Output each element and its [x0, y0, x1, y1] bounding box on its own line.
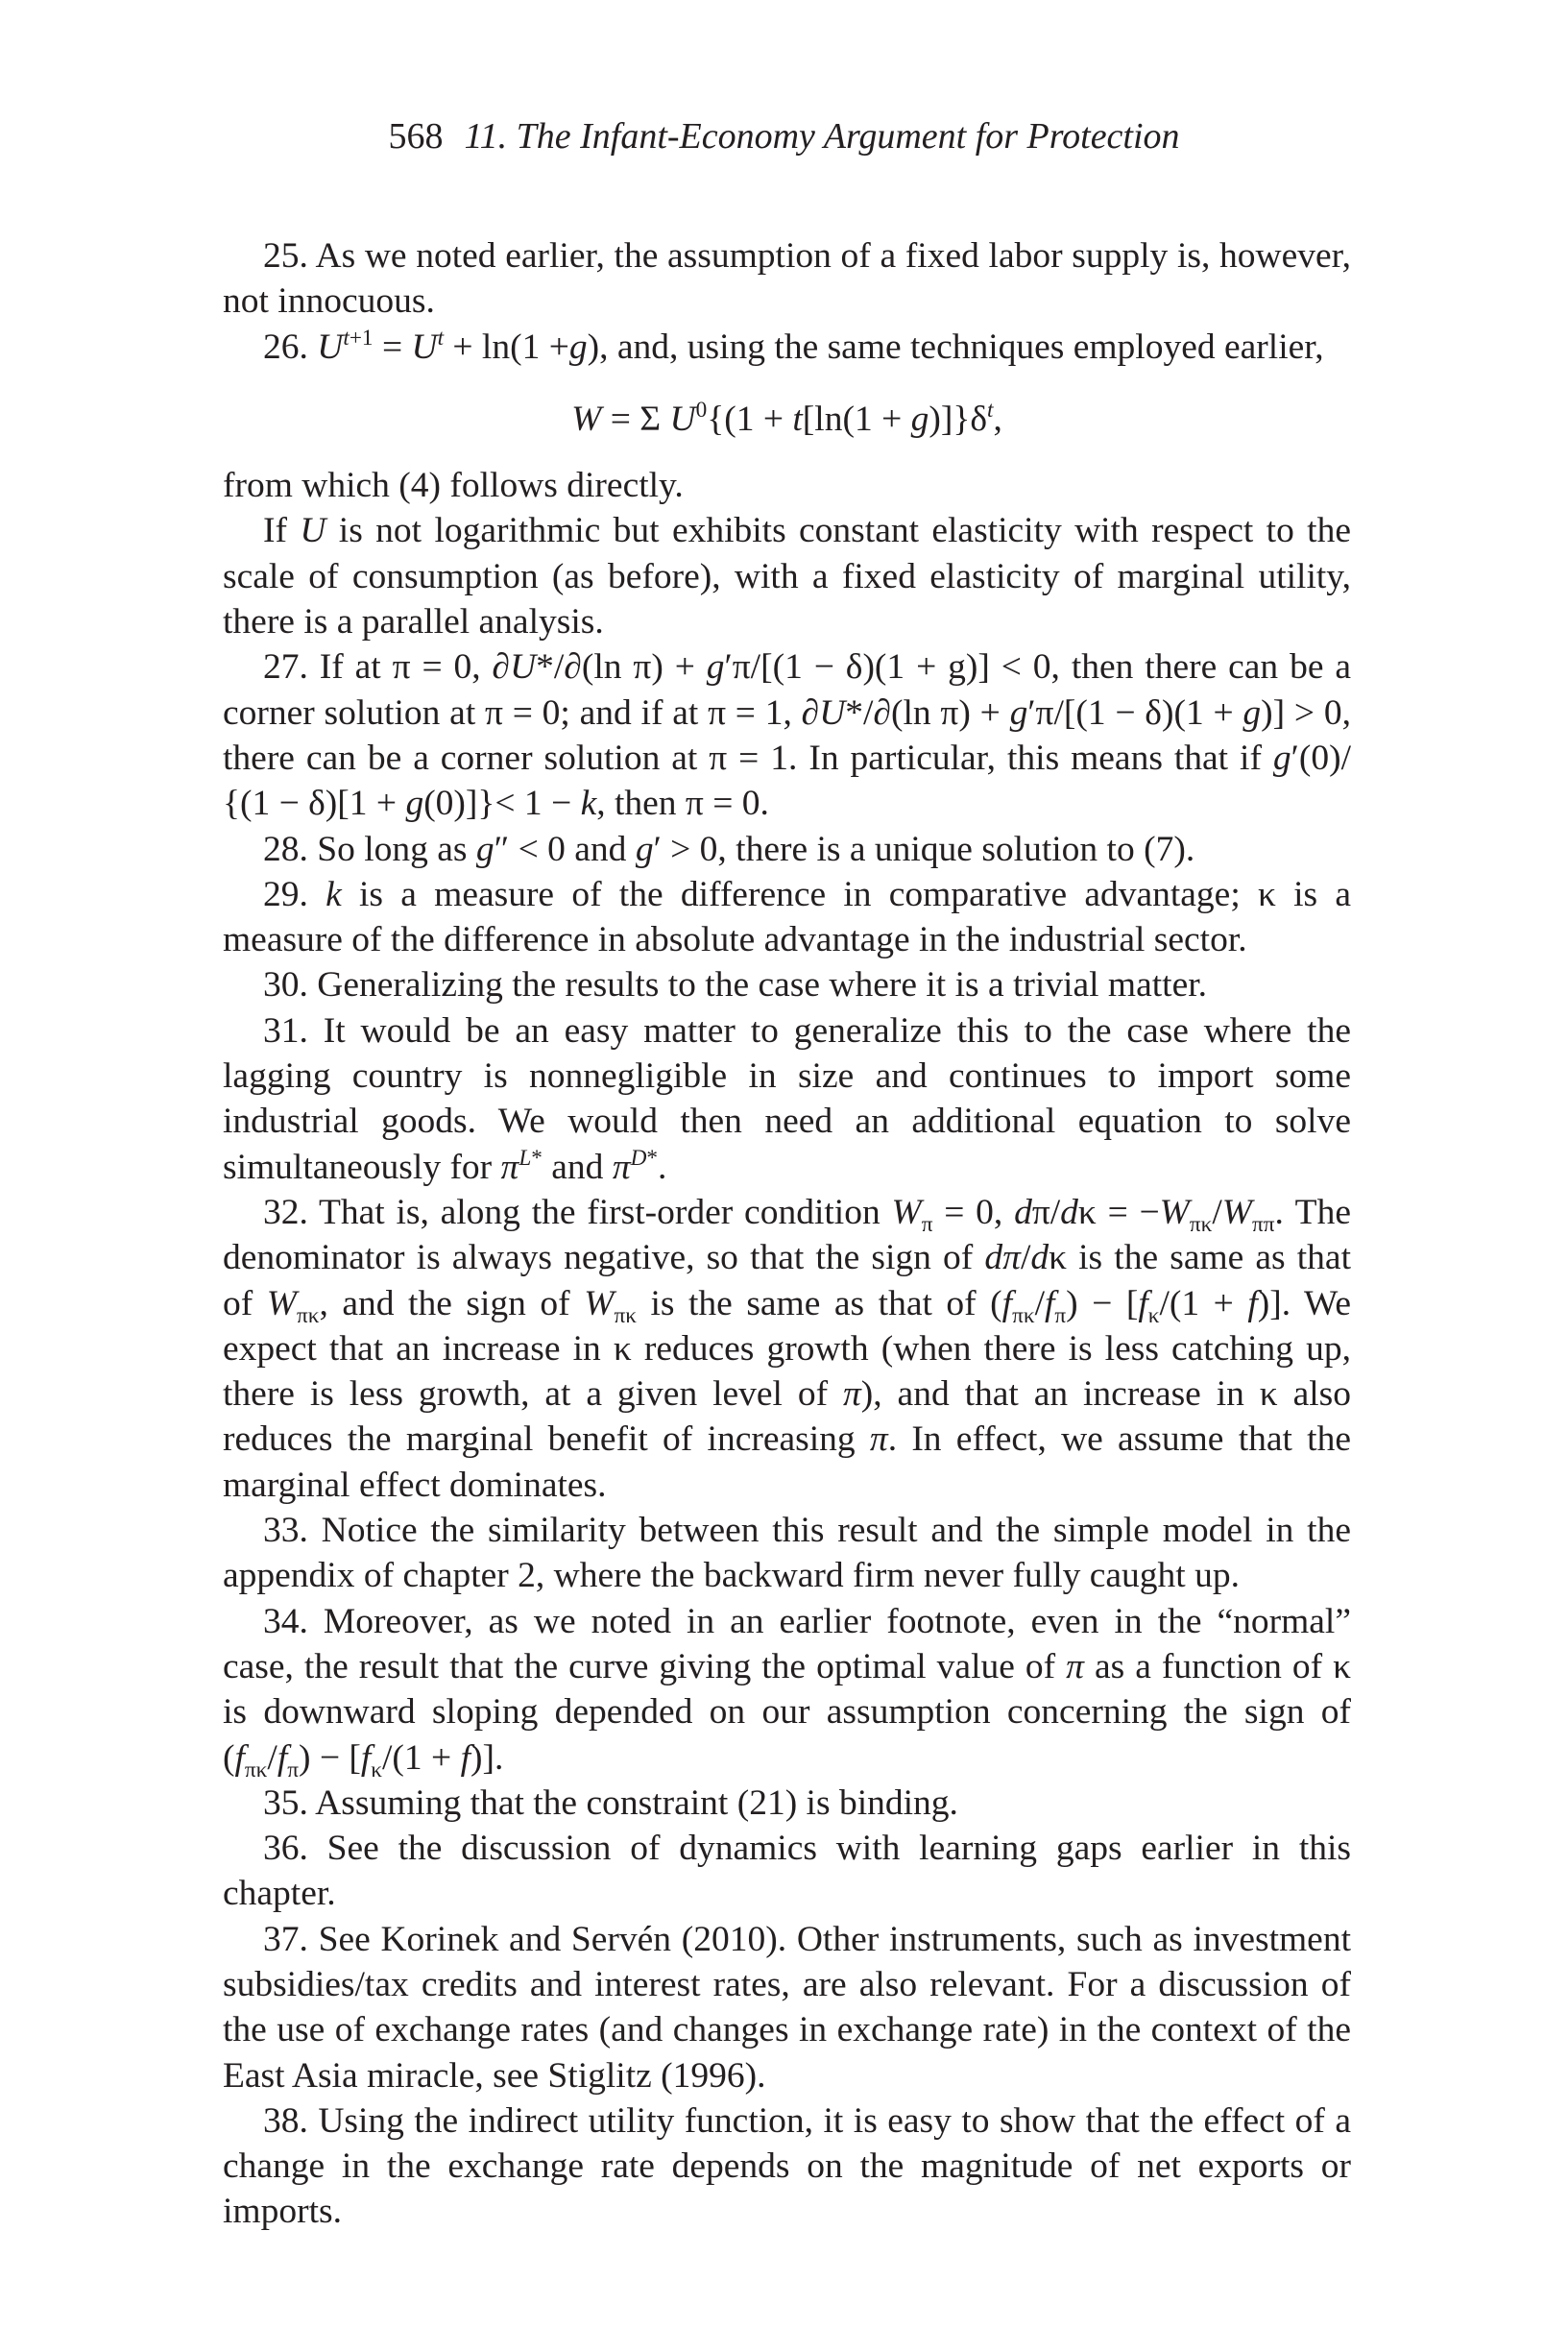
footnote-26: 26. $U^{t+1} = U^t + \ln(1 +g)$, and, using the same techniques employed earlier,	[263, 325, 1324, 367]
footnote-26-continuation: If U is not logarithmic but exhibits constant elasticity with respect to the scale of consumption (as before), with a fixed elasticity of marginal utility, there is a parallel analysis.	[223, 511, 1351, 643]
footnote-32: 32. That is, along the first-order condition $W_\pi = 0$, $d\pi/d\kappa = -W_{\pi\kappa}/W_{\pi\pi}$. The denominator is always negative, so that the sign of dπ/dκ is the same as that of $W_{\pi\kappa}$, and the sign of $W_{\pi\kappa}$ is the same as that of $(f_{\pi\kappa}/f_\pi) - [f_\kappa/(1 + f)]$. We expect that an increase in κ reduces growth (when there is less catching up, there is less growth, at a given level of π), and that an increase in κ also reduces the marginal benefit of increasing π. In effect, we assume that the marginal effect dominates.	[223, 1192, 1351, 1505]
page-number: 568	[388, 116, 444, 157]
footnote-36: 36. See the discussion of dynamics with learning gaps earlier in this chapter.	[223, 1829, 1351, 1914]
equation-26: W = Σ $U^0\{(1 + t[\ln(1 + g)]\}\delta^t$,	[571, 397, 1002, 439]
footnote-35: 35. Assuming that the constraint (21) is binding.	[263, 1782, 958, 1823]
running-header	[0, 115, 1568, 158]
footnote-30: 30. Generalizing the results to the case where it is a trivial matter.	[263, 965, 1208, 1006]
footnote-31: 31. It would be an easy matter to generalize this to the case where the lagging country is nonnegligible in size and continues to import some industrial goods. We would then need an additional equation to solve simultaneously for $\pi^{L*}$ and $\pi^{D*}$.	[223, 1010, 1351, 1187]
running-title: 11. The Infant-Economy Argument for Protection	[464, 116, 1180, 157]
footnote-33: 33. Notice the similarity between this result and the simple model in the appendix of chapter 2, where the backward firm never fully caught up.	[223, 1511, 1351, 1596]
footnote-37: 37. See Korinek and Servén (2010). Other instruments, such as investment subsidies/tax credits and interest rates, are also relevant. For a discussion of the use of exchange rates (and changes in exchange rate) in the context of the East Asia miracle, see Stiglitz (1996).	[223, 1919, 1351, 2096]
footnote-26-followup: from which (4) follows directly.	[223, 466, 684, 506]
footnote-29: 29. k is a measure of the difference in comparative advantage; κ is a measure of the difference in absolute advantage in the industrial sector.	[223, 874, 1352, 960]
footnote-34: 34. Moreover, as we noted in an earlier footnote, even in the “normal” case, the result that the curve giving the optimal value of π as a function of κ is downward sloping depended on our assumption concerning the sign of $(f_{\pi\kappa}/f_\pi) - [f_\kappa/(1 + f)]$.	[223, 1601, 1351, 1782]
footnotes-body	[223, 233, 1351, 2235]
footnote-28: 28. So long as g″ < 0 and g′ > 0, there is a unique solution to (7).	[263, 829, 1195, 869]
footnote-38: 38. Using the indirect utility function, it is easy to show that the effect of a change in the exchange rate depends on the magnitude of net exports or imports.	[223, 2100, 1351, 2232]
footnote-25: 25. As we noted earlier, the assumption of a fixed labor supply is, however, not innocuous.	[223, 236, 1351, 322]
footnote-27: 27. If at π = 0, ∂U*/∂(ln π) + g′π/[(1 − δ)(1 + g)] < 0, then there can be a corner solution at π = 0; and if at π = 1, ∂U*/∂(ln π) + g′π/[(1 − δ)(1 + g)] > 0, there can be a corner solution at π = 1. In particular, this means that if g′(0)/ {(1 − δ)[1 + g(0)]}< 1 − k, then π = 0.	[223, 647, 1352, 824]
